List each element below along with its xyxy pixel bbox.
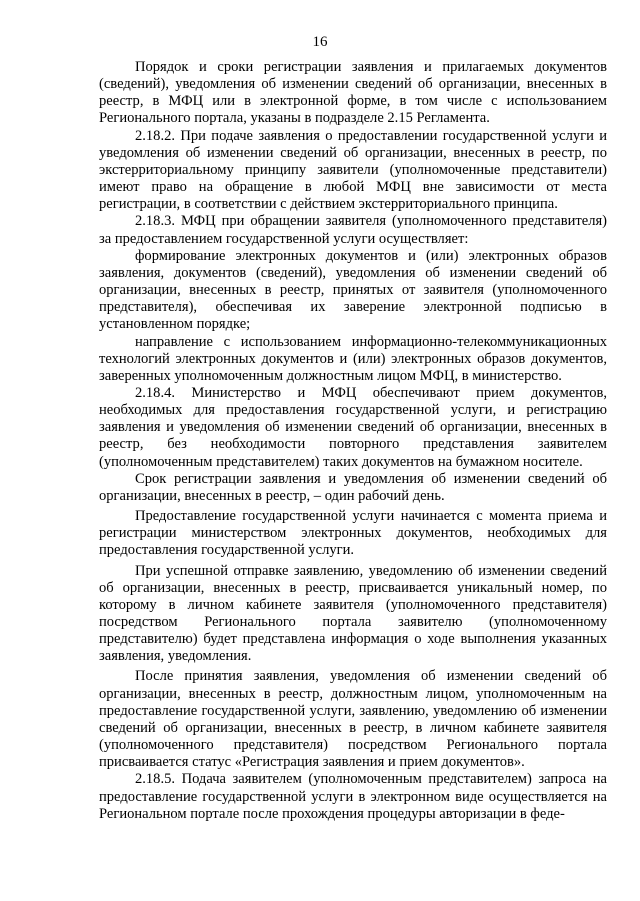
paragraph-2-18-5: 2.18.5. Подача заявителем (уполномоченным представителем) запроса на предоставление государственной услуги в электронном виде осуществляется на Региональном портале после прохождения процедуры авторизации в феде- xyxy=(99,771,607,822)
page-number: 16 xyxy=(312,34,328,50)
paragraph-2-18-3: 2.18.3. МФЦ при обращении заявителя (уполномоченного представителя) за предоставлением государственной услуги осуществляет: xyxy=(99,213,607,247)
paragraph-2-18-4: 2.18.4. Министерство и МФЦ обеспечивают прием документов, необходимых для предоставления государственной услуги, и регистрацию заявления и уведомления об изменении сведений об организации, внесенных в реестр, без необходимости повторного представления заявителем (уполномоченным представителем) таких документов на бумажном носителе. xyxy=(99,384,607,470)
paragraph-registration-term: Срок регистрации заявления и уведомления об изменении сведений об организации, внесенных в реестр, – один рабочий день. xyxy=(99,470,607,504)
paragraph-ict-sending: направление с использованием информационно-телекоммуникационных технологий электронных документов и (или) электронных образов документов, заверенных уполномоченным должностным лицом МФЦ, в министерство. xyxy=(99,333,607,384)
paragraph-2-18-2: 2.18.2. При подаче заявления о предоставлении государственной услуги и уведомления об изменении сведений об организации, внесенных в реестр, по экстерриториальному принципу заявители (уполномоченные представители) имеют право на обращение в любой МФЦ вне зависимости от места регистрации, в соответствии с действием экстерриториального принципа. xyxy=(99,127,607,213)
paragraph-registration-order: Порядок и сроки регистрации заявления и прилагаемых документов (сведений), уведомления об изменении сведений об организации, внесенных в реестр, в МФЦ или в электронной форме, в том числе с использованием Регионального портала, указаны в подразделе 2.15 Регламента. xyxy=(99,59,607,127)
paragraph-electronic-forming: формирование электронных документов и (или) электронных образов заявления, документов (сведений), уведомления об изменении сведений об организации, внесенных в реестр, принятых от заявителя (уполномоченного представителя), обеспечивая их заверение электронной подписью в установленном порядке; xyxy=(99,247,607,333)
document-body xyxy=(99,59,607,823)
paragraph-service-start: Предоставление государственной услуги начинается с момента приема и регистрации министерством электронных документов, необходимых для предоставления государственной услуги. xyxy=(99,508,607,559)
paragraph-status-assignment: После принятия заявления, уведомления об изменении сведений об организации, внесенных в реестр, должностным лицом, уполномоченным на предоставление государственной услуги, заявлению, уведомлению об изменении сведений об организации, внесенных в реестр, в личном кабинете заявителя (уполномоченного представителя) посредством Регионального портала присваивается статус «Регистрация заявления и прием документов». xyxy=(99,668,607,771)
paragraph-unique-number: При успешной отправке заявлению, уведомлению об изменении сведений об организации, внесенных в реестр, присваивается уникальный номер, по которому в личном кабинете заявителя (уполномоченного представителя) посредством Регионального портала заявителю (уполномоченному представителю) будет представлена информация о ходе выполнения указанных заявления, уведомления. xyxy=(99,562,607,665)
